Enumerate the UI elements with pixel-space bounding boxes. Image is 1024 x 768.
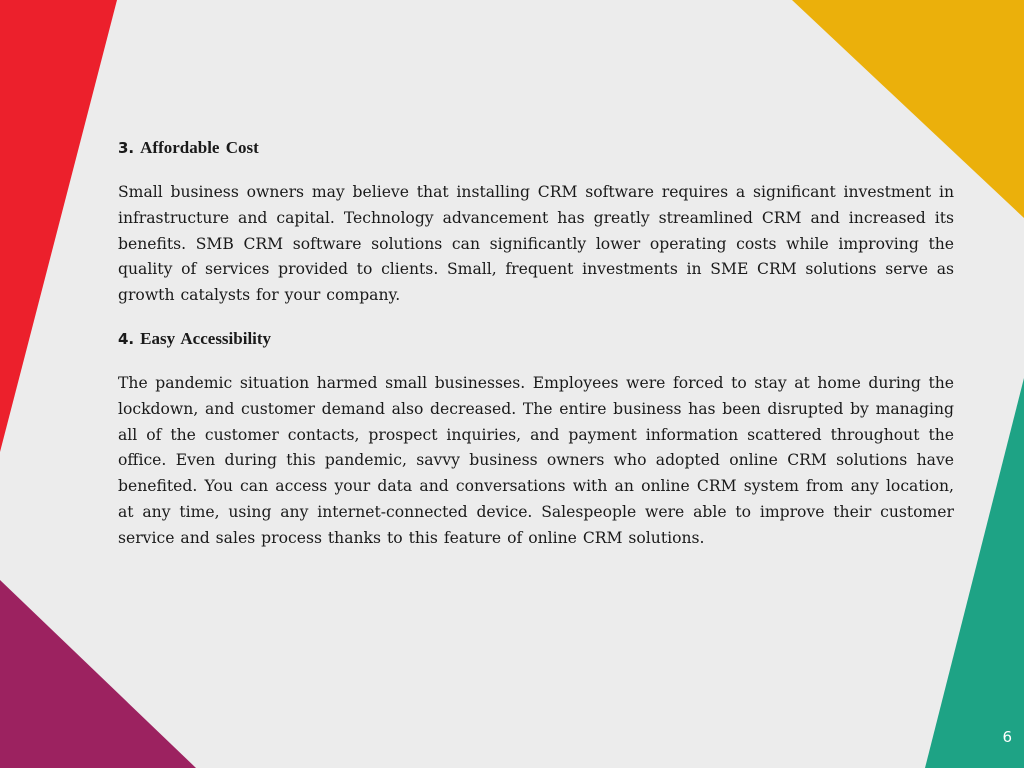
page-number: 6 <box>1002 728 1012 746</box>
section-number: 4. <box>118 329 135 348</box>
section-number: 3. <box>118 139 135 157</box>
section-title: Affordable Cost <box>140 138 259 157</box>
section-title: Easy Accessibility <box>140 328 272 348</box>
section-body-easy-accessibility: The pandemic situation harmed small businesses. Employees were forced to stay at home during the lockdown, and customer demand also decreased. The entire business has been disrupted by managing all of the customer contacts, prospect inquiries, and payment information scattered throughout the office. Even during this pandemic, savvy business owners who adopted online CRM solutions have benefited. You can access your data and conversations with an online CRM system from any location, at any time, using any internet-connected device. Salespeople were able to improve their customer service and sales process thanks to this feature of online CRM solutions. <box>118 373 954 547</box>
section-heading-affordable-cost <box>118 136 954 160</box>
purple-triangle-shape <box>0 580 196 768</box>
section-heading-easy-accessibility <box>118 327 954 351</box>
content-area <box>118 136 954 570</box>
section-body-affordable-cost: Small business owners may believe that installing CRM software requires a significant investment in infrastructure and capital. Technology advancement has greatly streamlined CRM and increased its benefits. SMB CRM software solutions can significantly lower operating costs while improving the quality of services provided to clients. Small, frequent investments in SME CRM solutions serve as growth catalysts for your company. <box>118 183 954 305</box>
red-triangle-shape <box>0 0 117 452</box>
